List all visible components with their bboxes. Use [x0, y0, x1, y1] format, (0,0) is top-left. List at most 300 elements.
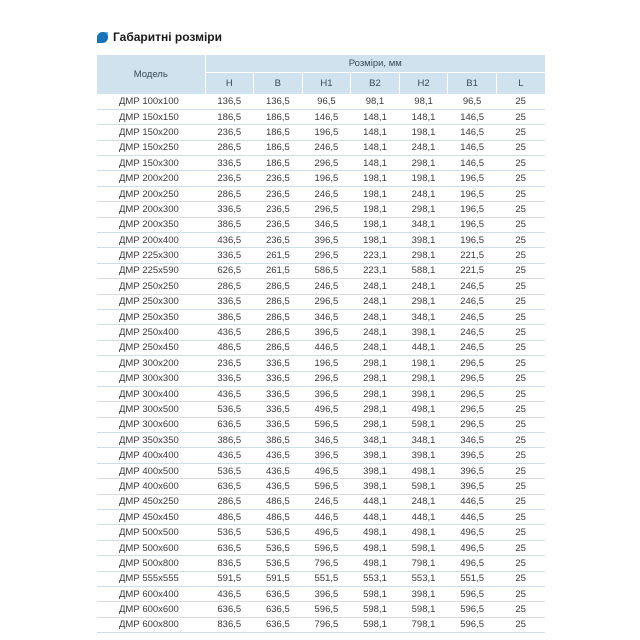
value-cell: 198,1	[351, 202, 400, 217]
value-cell: 298,1	[399, 202, 448, 217]
model-cell: ДМР 600x800	[97, 617, 205, 632]
value-cell: 25	[496, 417, 545, 432]
table-row	[97, 233, 545, 248]
value-cell: 496,5	[302, 402, 351, 417]
value-cell: 25	[496, 340, 545, 355]
value-cell: 25	[496, 540, 545, 555]
model-cell: ДМР 150x150	[97, 109, 205, 124]
value-cell: 346,5	[302, 217, 351, 232]
value-cell: 348,1	[351, 433, 400, 448]
value-cell: 196,5	[302, 125, 351, 140]
value-cell: 536,5	[205, 463, 254, 478]
value-cell: 198,1	[351, 217, 400, 232]
value-cell: 261,5	[254, 263, 303, 278]
value-cell: 25	[496, 325, 545, 340]
value-cell: 448,1	[351, 510, 400, 525]
value-cell: 596,5	[302, 602, 351, 617]
table-row	[97, 448, 545, 463]
value-cell: 336,5	[205, 371, 254, 386]
value-cell: 336,5	[254, 371, 303, 386]
value-cell: 25	[496, 279, 545, 294]
value-cell: 25	[496, 156, 545, 171]
value-cell: 146,5	[448, 140, 497, 155]
value-cell: 25	[496, 479, 545, 494]
value-cell: 436,5	[205, 325, 254, 340]
value-cell: 246,5	[448, 309, 497, 324]
value-cell: 536,5	[254, 556, 303, 571]
table-row	[97, 94, 545, 109]
value-cell: 446,5	[448, 510, 497, 525]
value-cell: 486,5	[254, 494, 303, 509]
model-cell: ДМР 150x250	[97, 140, 205, 155]
value-cell: 248,1	[351, 279, 400, 294]
table-row	[97, 171, 545, 186]
value-cell: 146,5	[302, 109, 351, 124]
value-cell: 296,5	[302, 248, 351, 263]
value-cell: 551,5	[302, 571, 351, 586]
value-cell: 196,5	[302, 356, 351, 371]
value-cell: 448,1	[399, 510, 448, 525]
value-cell: 386,5	[205, 309, 254, 324]
table-row	[97, 156, 545, 171]
model-cell: ДМР 350x350	[97, 433, 205, 448]
value-cell: 398,1	[399, 448, 448, 463]
value-cell: 236,5	[205, 171, 254, 186]
value-cell: 25	[496, 356, 545, 371]
table-row	[97, 386, 545, 401]
value-cell: 398,1	[399, 233, 448, 248]
value-cell: 298,1	[399, 156, 448, 171]
value-cell: 236,5	[205, 356, 254, 371]
value-cell: 486,5	[254, 510, 303, 525]
bullet-shape-icon	[97, 32, 108, 43]
value-cell: 196,5	[448, 171, 497, 186]
value-cell: 25	[496, 556, 545, 571]
value-cell: 346,5	[302, 433, 351, 448]
value-cell: 296,5	[302, 371, 351, 386]
value-cell: 396,5	[302, 325, 351, 340]
value-cell: 498,1	[399, 525, 448, 540]
value-cell: 248,1	[399, 494, 448, 509]
table-row	[97, 309, 545, 324]
model-cell: ДМР 200x300	[97, 202, 205, 217]
model-cell: ДМР 200x400	[97, 233, 205, 248]
model-cell: ДМР 400x600	[97, 479, 205, 494]
value-cell: 246,5	[448, 325, 497, 340]
table-row	[97, 617, 545, 632]
value-cell: 636,5	[205, 417, 254, 432]
value-cell: 436,5	[205, 587, 254, 602]
value-cell: 248,1	[399, 140, 448, 155]
value-cell: 436,5	[205, 448, 254, 463]
value-cell: 25	[496, 109, 545, 124]
value-cell: 25	[496, 263, 545, 278]
value-cell: 298,1	[351, 371, 400, 386]
table-row	[97, 540, 545, 555]
value-cell: 336,5	[254, 417, 303, 432]
value-cell: 551,5	[448, 571, 497, 586]
value-cell: 336,5	[254, 386, 303, 401]
value-cell: 148,1	[351, 140, 400, 155]
value-cell: 591,5	[205, 571, 254, 586]
value-cell: 348,1	[399, 433, 448, 448]
value-cell: 198,1	[351, 186, 400, 201]
model-cell: ДМР 250x450	[97, 340, 205, 355]
table-row	[97, 279, 545, 294]
table-row	[97, 125, 545, 140]
value-cell: 336,5	[205, 294, 254, 309]
value-cell: 246,5	[448, 294, 497, 309]
model-cell: ДМР 555x555	[97, 571, 205, 586]
value-cell: 398,1	[351, 479, 400, 494]
value-cell: 836,5	[205, 617, 254, 632]
column-header-h2: H2	[399, 73, 448, 95]
value-cell: 448,1	[351, 494, 400, 509]
column-header-h1: H1	[302, 73, 351, 95]
value-cell: 396,5	[448, 448, 497, 463]
value-cell: 596,5	[302, 417, 351, 432]
value-cell: 246,5	[302, 186, 351, 201]
value-cell: 148,1	[399, 109, 448, 124]
value-cell: 553,1	[351, 571, 400, 586]
value-cell: 196,5	[448, 186, 497, 201]
value-cell: 596,5	[302, 540, 351, 555]
value-cell: 296,5	[448, 386, 497, 401]
value-cell: 286,5	[254, 294, 303, 309]
column-header-h: H	[205, 73, 254, 95]
table-row	[97, 602, 545, 617]
table-row	[97, 525, 545, 540]
model-cell: ДМР 200x350	[97, 217, 205, 232]
value-cell: 398,1	[399, 325, 448, 340]
value-cell: 498,1	[351, 540, 400, 555]
table-row	[97, 340, 545, 355]
table-row	[97, 556, 545, 571]
value-cell: 25	[496, 463, 545, 478]
value-cell: 596,5	[448, 587, 497, 602]
value-cell: 25	[496, 217, 545, 232]
value-cell: 25	[496, 233, 545, 248]
value-cell: 136,5	[205, 94, 254, 109]
value-cell: 348,1	[399, 309, 448, 324]
value-cell: 336,5	[205, 248, 254, 263]
value-cell: 25	[496, 494, 545, 509]
model-cell: ДМР 300x200	[97, 356, 205, 371]
value-cell: 598,1	[351, 602, 400, 617]
value-cell: 298,1	[351, 417, 400, 432]
value-cell: 636,5	[205, 540, 254, 555]
value-cell: 296,5	[448, 356, 497, 371]
table-row	[97, 371, 545, 386]
model-cell: ДМР 225x590	[97, 263, 205, 278]
value-cell: 248,1	[399, 279, 448, 294]
value-cell: 796,5	[302, 556, 351, 571]
model-cell: ДМР 400x400	[97, 448, 205, 463]
model-cell: ДМР 500x600	[97, 540, 205, 555]
value-cell: 496,5	[302, 463, 351, 478]
value-cell: 386,5	[205, 217, 254, 232]
model-cell: ДМР 300x600	[97, 417, 205, 432]
table-header	[97, 55, 545, 94]
value-cell: 336,5	[254, 356, 303, 371]
value-cell: 25	[496, 386, 545, 401]
column-header-b: B	[254, 73, 303, 95]
value-cell: 586,5	[302, 263, 351, 278]
table-row	[97, 140, 545, 155]
value-cell: 196,5	[302, 171, 351, 186]
model-cell: ДМР 600x600	[97, 602, 205, 617]
value-cell: 196,5	[448, 233, 497, 248]
value-cell: 236,5	[254, 202, 303, 217]
value-cell: 396,5	[448, 463, 497, 478]
value-cell: 261,5	[254, 248, 303, 263]
value-cell: 198,1	[399, 356, 448, 371]
value-cell: 436,5	[254, 448, 303, 463]
dimensions-table	[97, 55, 545, 633]
value-cell: 498,1	[351, 556, 400, 571]
value-cell: 186,5	[254, 125, 303, 140]
value-cell: 486,5	[205, 340, 254, 355]
value-cell: 223,1	[351, 263, 400, 278]
value-cell: 496,5	[448, 556, 497, 571]
value-cell: 25	[496, 294, 545, 309]
value-cell: 396,5	[302, 386, 351, 401]
table-row	[97, 402, 545, 417]
value-cell: 25	[496, 186, 545, 201]
value-cell: 25	[496, 140, 545, 155]
value-cell: 136,5	[254, 94, 303, 109]
value-cell: 223,1	[351, 248, 400, 263]
table-row	[97, 417, 545, 432]
value-cell: 25	[496, 248, 545, 263]
value-cell: 346,5	[448, 433, 497, 448]
value-cell: 248,1	[351, 309, 400, 324]
value-cell: 596,5	[448, 617, 497, 632]
value-cell: 296,5	[302, 156, 351, 171]
value-cell: 246,5	[448, 279, 497, 294]
value-cell: 286,5	[254, 279, 303, 294]
model-cell: ДМР 300x400	[97, 386, 205, 401]
value-cell: 836,5	[205, 556, 254, 571]
value-cell: 198,1	[399, 171, 448, 186]
value-cell: 198,1	[351, 233, 400, 248]
value-cell: 298,1	[351, 386, 400, 401]
value-cell: 286,5	[254, 340, 303, 355]
model-cell: ДМР 150x200	[97, 125, 205, 140]
value-cell: 636,5	[205, 602, 254, 617]
value-cell: 146,5	[448, 125, 497, 140]
column-header-b1: B1	[448, 73, 497, 95]
value-cell: 536,5	[254, 540, 303, 555]
table-row	[97, 571, 545, 586]
column-header-l: L	[496, 73, 545, 95]
value-cell: 196,5	[448, 217, 497, 232]
value-cell: 398,1	[351, 463, 400, 478]
value-cell: 25	[496, 617, 545, 632]
value-cell: 348,1	[399, 217, 448, 232]
value-cell: 25	[496, 433, 545, 448]
value-cell: 398,1	[399, 587, 448, 602]
value-cell: 248,1	[351, 325, 400, 340]
value-cell: 221,5	[448, 248, 497, 263]
value-cell: 246,5	[448, 340, 497, 355]
model-cell: ДМР 300x300	[97, 371, 205, 386]
value-cell: 636,5	[254, 617, 303, 632]
value-cell: 286,5	[254, 325, 303, 340]
section-heading	[97, 28, 222, 46]
value-cell: 591,5	[254, 571, 303, 586]
table-row	[97, 510, 545, 525]
model-cell: ДМР 600x400	[97, 587, 205, 602]
value-cell: 236,5	[254, 186, 303, 201]
value-cell: 798,1	[399, 617, 448, 632]
model-cell: ДМР 200x250	[97, 186, 205, 201]
table-row	[97, 433, 545, 448]
value-cell: 236,5	[205, 125, 254, 140]
table-row	[97, 263, 545, 278]
value-cell: 336,5	[205, 156, 254, 171]
value-cell: 396,5	[448, 479, 497, 494]
value-cell: 25	[496, 602, 545, 617]
table-body	[97, 94, 545, 633]
value-cell: 446,5	[448, 494, 497, 509]
value-cell: 248,1	[351, 340, 400, 355]
value-cell: 286,5	[205, 279, 254, 294]
value-cell: 396,5	[302, 448, 351, 463]
value-cell: 25	[496, 94, 545, 109]
model-cell: ДМР 300x500	[97, 402, 205, 417]
model-cell: ДМР 500x800	[97, 556, 205, 571]
value-cell: 636,5	[254, 602, 303, 617]
column-header-b2: B2	[351, 73, 400, 95]
value-cell: 446,5	[302, 340, 351, 355]
table-row	[97, 463, 545, 478]
value-cell: 248,1	[351, 294, 400, 309]
value-cell: 25	[496, 171, 545, 186]
value-cell: 246,5	[302, 494, 351, 509]
value-cell: 636,5	[205, 479, 254, 494]
value-cell: 436,5	[254, 463, 303, 478]
value-cell: 536,5	[205, 402, 254, 417]
value-cell: 598,1	[351, 617, 400, 632]
model-cell: ДМР 200x200	[97, 171, 205, 186]
model-cell: ДМР 250x350	[97, 309, 205, 324]
value-cell: 236,5	[254, 217, 303, 232]
value-cell: 286,5	[205, 186, 254, 201]
value-cell: 448,1	[399, 340, 448, 355]
value-cell: 496,5	[448, 540, 497, 555]
value-cell: 436,5	[205, 233, 254, 248]
value-cell: 498,1	[399, 402, 448, 417]
value-cell: 148,1	[351, 156, 400, 171]
value-cell: 148,1	[351, 109, 400, 124]
value-cell: 25	[496, 510, 545, 525]
value-cell: 25	[496, 587, 545, 602]
model-cell: ДМР 450x250	[97, 494, 205, 509]
value-cell: 246,5	[302, 140, 351, 155]
value-cell: 386,5	[254, 433, 303, 448]
page-title: Габаритні розміри	[113, 30, 222, 44]
value-cell: 286,5	[205, 140, 254, 155]
value-cell: 386,5	[205, 433, 254, 448]
table-row	[97, 356, 545, 371]
value-cell: 536,5	[254, 525, 303, 540]
value-cell: 396,5	[302, 587, 351, 602]
table-row	[97, 202, 545, 217]
value-cell: 598,1	[399, 417, 448, 432]
model-cell: ДМР 250x250	[97, 279, 205, 294]
table-row	[97, 479, 545, 494]
value-cell: 553,1	[399, 571, 448, 586]
value-cell: 588,1	[399, 263, 448, 278]
value-cell: 98,1	[351, 94, 400, 109]
value-cell: 296,5	[302, 202, 351, 217]
value-cell: 25	[496, 571, 545, 586]
model-cell: ДМР 250x300	[97, 294, 205, 309]
value-cell: 398,1	[351, 448, 400, 463]
value-cell: 286,5	[254, 309, 303, 324]
table-row	[97, 494, 545, 509]
value-cell: 336,5	[254, 402, 303, 417]
model-cell: ДМР 250x400	[97, 325, 205, 340]
model-cell: ДМР 150x300	[97, 156, 205, 171]
value-cell: 198,1	[351, 171, 400, 186]
value-cell: 796,5	[302, 617, 351, 632]
value-cell: 598,1	[399, 540, 448, 555]
value-cell: 596,5	[302, 479, 351, 494]
value-cell: 25	[496, 525, 545, 540]
value-cell: 98,1	[399, 94, 448, 109]
column-group-header: Розміри, мм	[205, 55, 545, 73]
value-cell: 186,5	[254, 140, 303, 155]
value-cell: 398,1	[399, 386, 448, 401]
value-cell: 436,5	[205, 386, 254, 401]
value-cell: 598,1	[399, 479, 448, 494]
table-row	[97, 248, 545, 263]
value-cell: 296,5	[448, 402, 497, 417]
value-cell: 496,5	[302, 525, 351, 540]
value-cell: 296,5	[448, 417, 497, 432]
value-cell: 248,1	[399, 186, 448, 201]
value-cell: 198,1	[399, 125, 448, 140]
value-cell: 236,5	[254, 171, 303, 186]
value-cell: 25	[496, 309, 545, 324]
value-cell: 246,5	[302, 279, 351, 294]
value-cell: 236,5	[254, 233, 303, 248]
value-cell: 346,5	[302, 309, 351, 324]
value-cell: 446,5	[302, 510, 351, 525]
model-cell: ДМР 400x500	[97, 463, 205, 478]
value-cell: 96,5	[302, 94, 351, 109]
value-cell: 486,5	[205, 510, 254, 525]
value-cell: 146,5	[448, 109, 497, 124]
value-cell: 221,5	[448, 263, 497, 278]
value-cell: 596,5	[448, 602, 497, 617]
value-cell: 196,5	[448, 202, 497, 217]
value-cell: 148,1	[351, 125, 400, 140]
value-cell: 396,5	[302, 233, 351, 248]
value-cell: 25	[496, 402, 545, 417]
table-row	[97, 186, 545, 201]
table-row	[97, 294, 545, 309]
value-cell: 298,1	[399, 294, 448, 309]
value-cell: 298,1	[399, 248, 448, 263]
value-cell: 336,5	[205, 202, 254, 217]
value-cell: 25	[496, 371, 545, 386]
value-cell: 296,5	[448, 371, 497, 386]
value-cell: 286,5	[205, 494, 254, 509]
value-cell: 498,1	[399, 463, 448, 478]
